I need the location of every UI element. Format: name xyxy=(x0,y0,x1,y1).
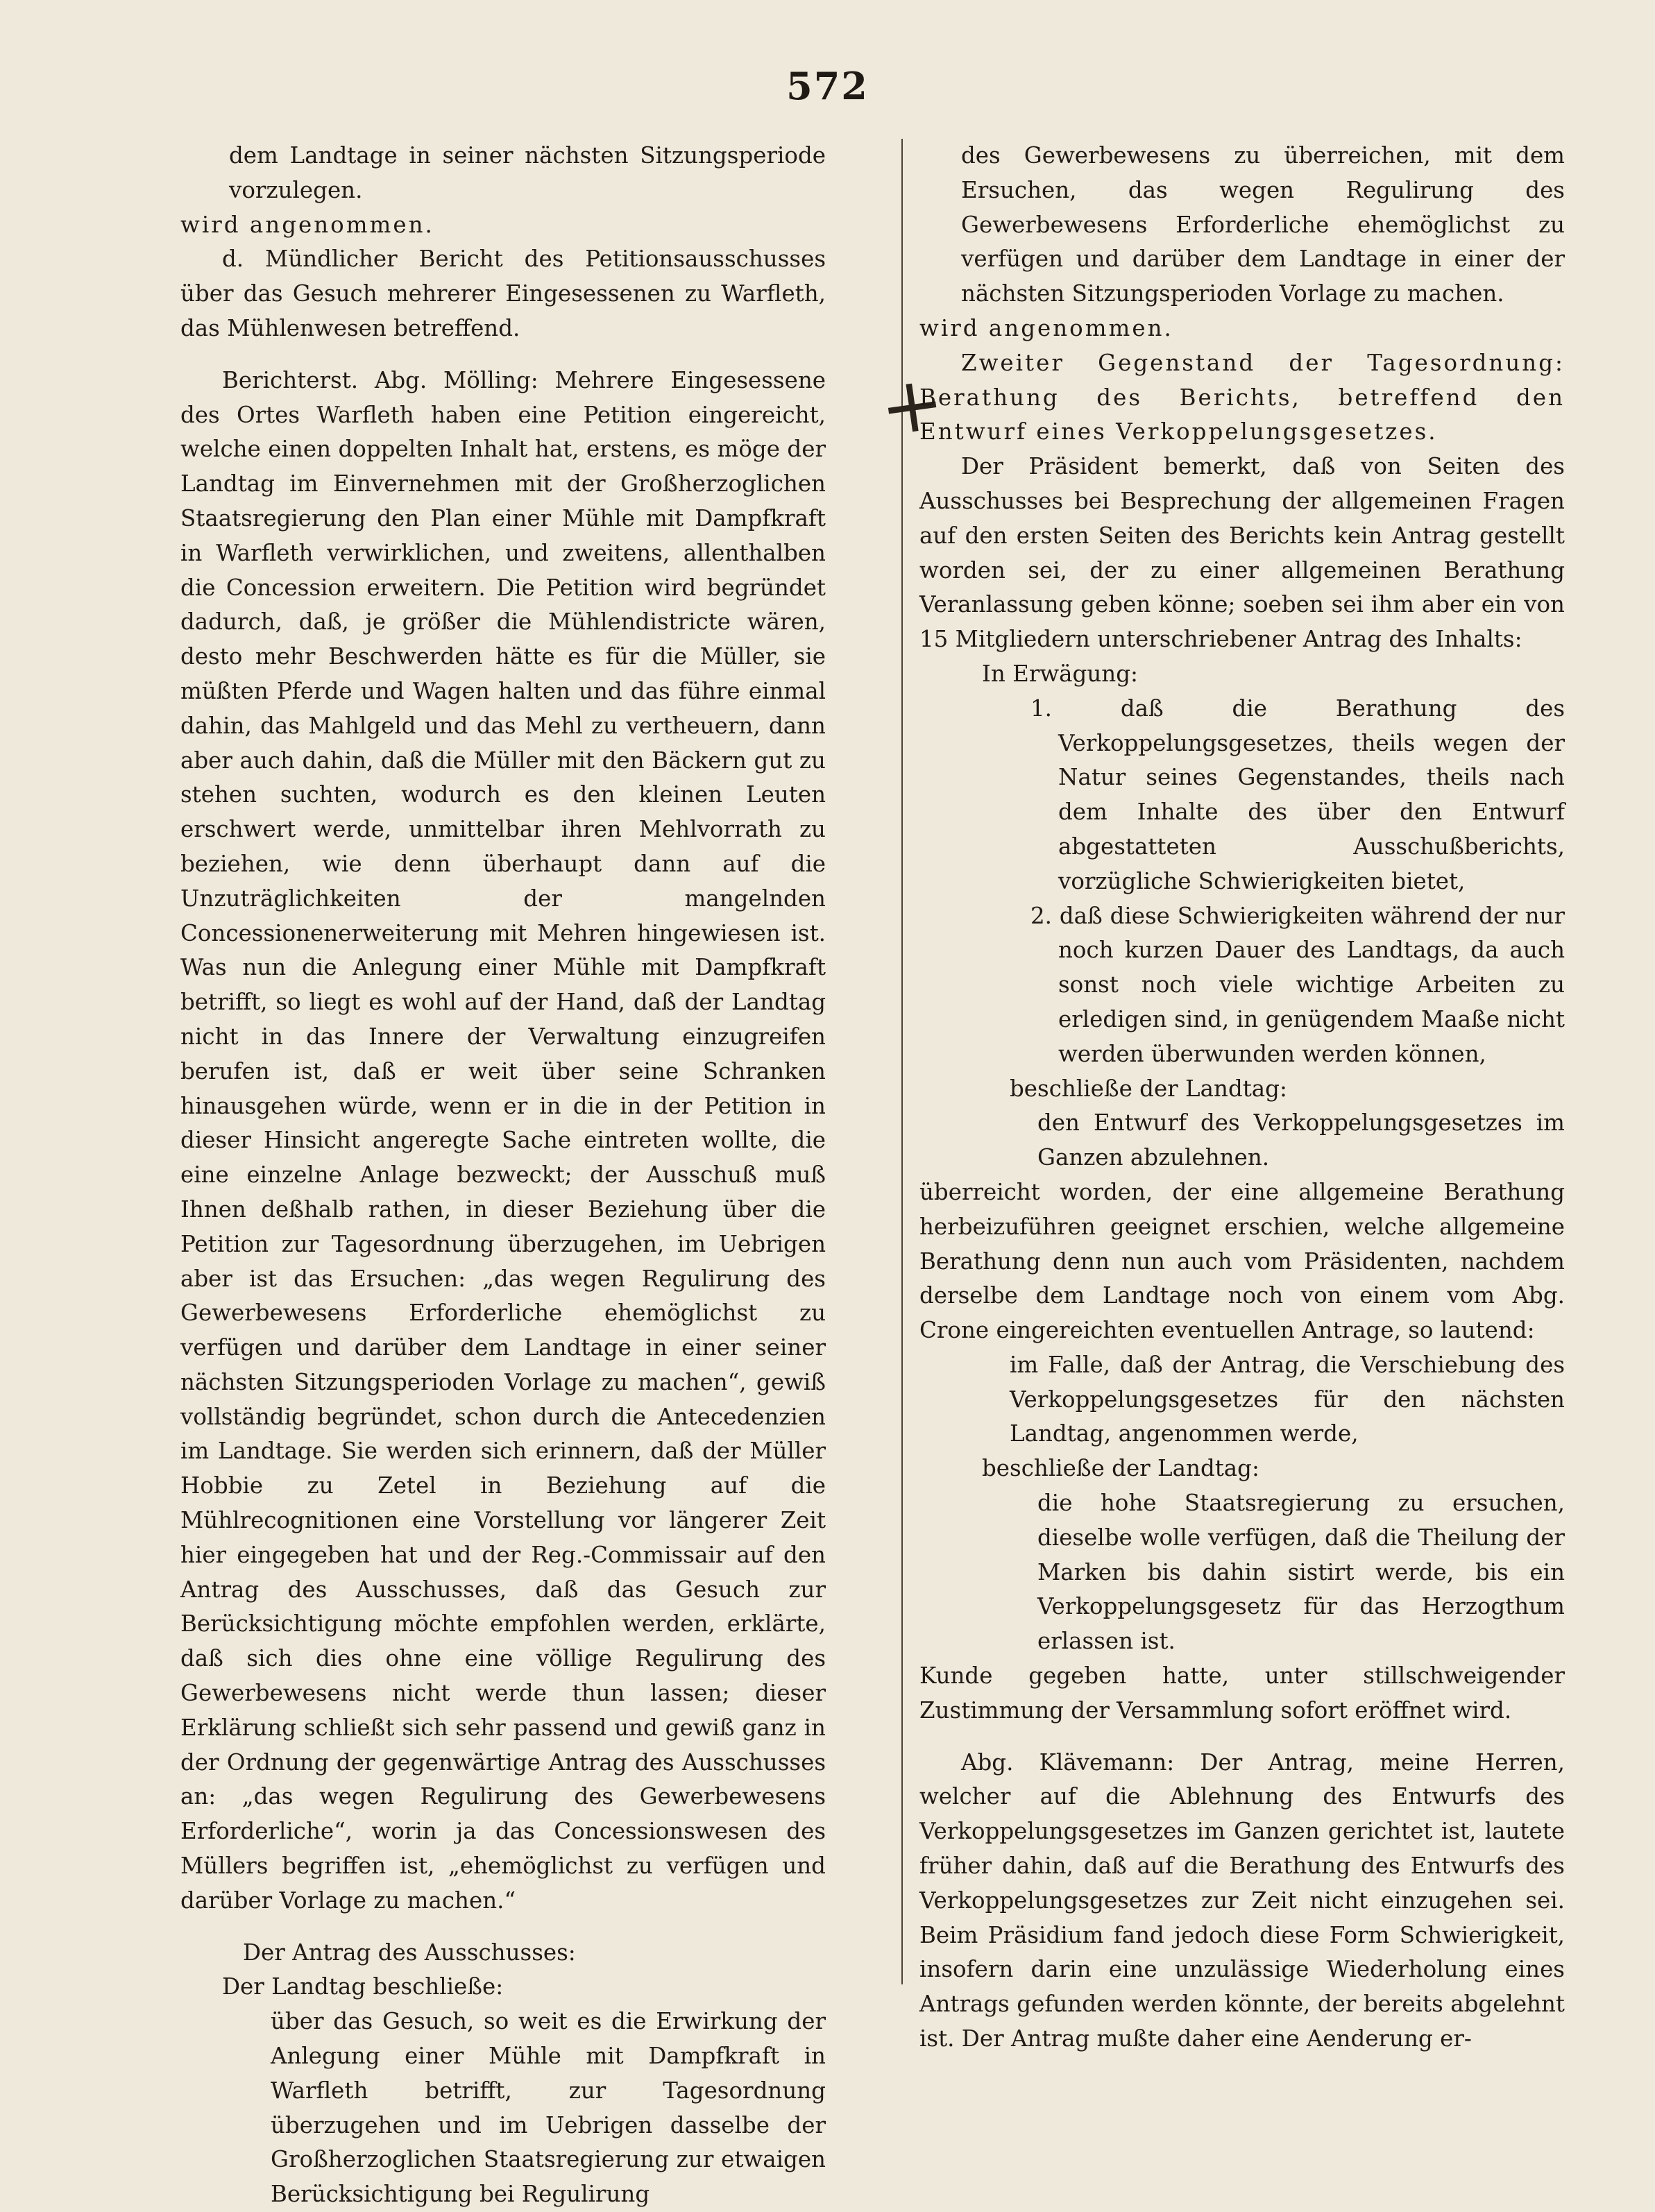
agenda-item-heading: Zweiter Gegenstand der Tagesordnung: Berathung des Berichts, betreffend den Entwurf eines Verkoppelungsgesetzes. xyxy=(919,349,1565,445)
motion-intro: Der Landtag beschließe: xyxy=(222,1973,504,2000)
resolution-line: wird angenommen. xyxy=(180,211,434,238)
numbered-item: 1. daß die Berathung des Verkoppelungsgesetzes, theils wegen der Natur seines Gegenstandes, theils nach dem Inhalte des über den Entwurf abgestatteten Ausschußberichts, vorzügliche Schwierigkeiten bietet, xyxy=(1030,695,1565,894)
speech-paragraph: Berichterst. Abg. Mölling: Mehrere Eingesessene des Ortes Warfleth haben eine Petition eingereicht, welche einen doppelten Inhalt hat, erstens, es möge der Landtag im Einvernehmen mit der Großherzoglichen Staatsregierung den Plan einer Mühle mit Dampfkraft in Warfleth verwirklichen, und zweitens, allenthalben die Concession erweitern. Die Petition wird begründet dadurch, daß, je größer die Mühlendistricte wären, desto mehr Beschwerden hätte es für die Müller, sie müßten Pferde und Wagen halten und das führe einmal dahin, das Mahlgeld und das Mehl zu vertheuern, dann aber auch dahin, daß die Müller mit den Bäckern gut zu stehen suchten, wodurch es den kleinen Leuten erschwert werde, unmittelbar ihren Mehlvorrath zu beziehen, wie denn überhaupt dann auf die Unzuträglichkeiten der mangelnden Concessionenerweiterung mit Mehren hingewiesen ist. Was nun die Anlegung einer Mühle mit Dampfkraft betrifft, so liegt es wohl auf der Hand, daß der Landtag nicht in das Innere der Verwaltung einzugreifen berufen ist, daß er weit über seine Schranken hinausgehen würde, wenn er in die in der Petition in dieser Hinsicht angeregte Sache eintreten wollte, die eine einzelne Anlage bezweckt; der Ausschuß muß Ihnen deßhalb rathen, in dieser Beziehung über die Petition zur Tagesordnung überzugehen, im Uebrigen aber ist das Ersuchen: „das wegen Regulirung des Gewerbewesens Erforderliche ehemöglichst zu verfügen und darüber dem Landtage in einer seiner nächsten Sitzungsperioden Vorlage zu machen“, gewiß vollständig begründet, schon durch die Antecedenzien im Landtage. Sie werden sich erinnern, daß der Müller Hobbie zu Zetel in Beziehung auf die Mühlrecognitionen eine Vorstellung vor längerer Zeit hier eingegeben hat und der Reg.-Commissair auf den Antrag des Ausschusses, daß das Gesuch zur Berücksichtigung möchte empfohlen werden, erklärte, daß sich dies ohne eine völlige Regulirung des Gewerbewesens nicht werde thun lassen; dieser Erklärung schließt sich sehr passend und gewiß ganz in der Ordnung der gegenwärtige Antrag des Ausschusses an: „das wegen Regulirung des Gewerbewesens Erforderliche“, worin ja das Concessionswesen des Müllers begriffen ist, „ehemöglichst zu verfügen und darüber Vorlage zu machen.“ xyxy=(180,366,826,1914)
motion-text: im Falle, daß der Antrag, die Verschiebung des Verkoppelungsgesetzes für den nächsten Landtag, angenommen werde, xyxy=(1010,1351,1565,1447)
motion-text: über das Gesuch, so weit es die Erwirkung der Anlegung einer Mühle mit Dampfkraft in Warfleth betrifft, zur Tagesordnung überzugehen und im Uebrigen dasselbe der Großherzoglichen Staatsregierung zur etwaigen Berücksichtigung bei Regulirung xyxy=(271,2008,826,2208)
motion-intro: In Erwägung: xyxy=(982,660,1138,687)
paragraph: des Gewerbewesens zu überreichen, mit dem Ersuchen, das wegen Regulirung des Gewerbewesens Erforderliche ehemöglichst zu verfügen und darüber dem Landtage in einer der nächsten Sitzungsperioden Vorlage zu machen. xyxy=(961,142,1565,307)
agenda-item-heading: d. Mündlicher Bericht des Petitionsausschusses über das Gesuch mehrerer Eingesessenen zu Warfleth, das Mühlenwesen betreffend. xyxy=(180,246,826,341)
handwritten-mark: + xyxy=(874,357,950,454)
paragraph: dem Landtage in seiner nächsten Sitzungsperiode vorzulegen. xyxy=(229,142,826,203)
left-column xyxy=(180,139,826,2212)
motion-text: den Entwurf des Verkoppelungsgesetzes im Ganzen abzulehnen. xyxy=(1037,1109,1565,1171)
numbered-item: 2. daß diese Schwierigkeiten während der nur noch kurzen Dauer des Landtags, da auch sonst noch viele wichtige Arbeiten zu erledigen sind, in genügendem Maaße nicht werden überwunden werden können, xyxy=(1030,902,1565,1067)
motion-intro: beschließe der Landtag: xyxy=(982,1455,1259,1482)
paragraph: überreicht worden, der eine allgemeine Berathung herbeizuführen geeignet erschien, welche allgemeine Berathung denn nun auch vom Präsidenten, nachdem derselbe dem Landtage noch von einem vom Abg. Crone eingereichten eventuellen Antrage, so lautend: xyxy=(919,1178,1565,1344)
speech-paragraph: Abg. Klävemann: Der Antrag, meine Herren, welcher auf die Ablehnung des Entwurfs des Verkoppelungsgesetzes im Ganzen gerichtet ist, lautete früher dahin, daß auf die Berathung des Entwurfs des Verkoppelungsgesetzes zur Zeit nicht einzugehen sei. Beim Präsidium fand jedoch diese Form Schwierigkeit, insofern darin eine unzulässige Wiederholung eines Antrags gefunden werden könnte, der bereits abgelehnt ist. Der Antrag mußte daher eine Aenderung er- xyxy=(919,1749,1565,2052)
paragraph: Kunde gegeben hatte, unter stillschweigender Zustimmung der Versammlung sofort eröffnet wird. xyxy=(919,1662,1565,1724)
right-column xyxy=(919,139,1565,2057)
motion-heading: Der Antrag des Ausschusses: xyxy=(243,1939,576,1966)
resolution-line: wird angenommen. xyxy=(919,314,1173,341)
page-number: 572 xyxy=(786,64,869,108)
motion-intro: beschließe der Landtag: xyxy=(1010,1075,1287,1102)
motion-text: die hohe Staatsregierung zu ersuchen, dieselbe wolle verfügen, daß die Theilung der Marken bis dahin sistirt werde, bis ein Verkoppelungsgesetz für das Herzogthum erlassen ist. xyxy=(1037,1490,1565,1655)
paragraph: Der Präsident bemerkt, daß von Seiten des Ausschusses bei Besprechung der allgemeinen Fragen auf den ersten Seiten des Berichts kein Antrag gestellt worden sei, der zu einer allgemeinen Berathung Veranlassung geben könne; soeben sei ihm aber ein von 15 Mitgliedern unterschriebener Antrag des Inhalts: xyxy=(919,453,1565,653)
